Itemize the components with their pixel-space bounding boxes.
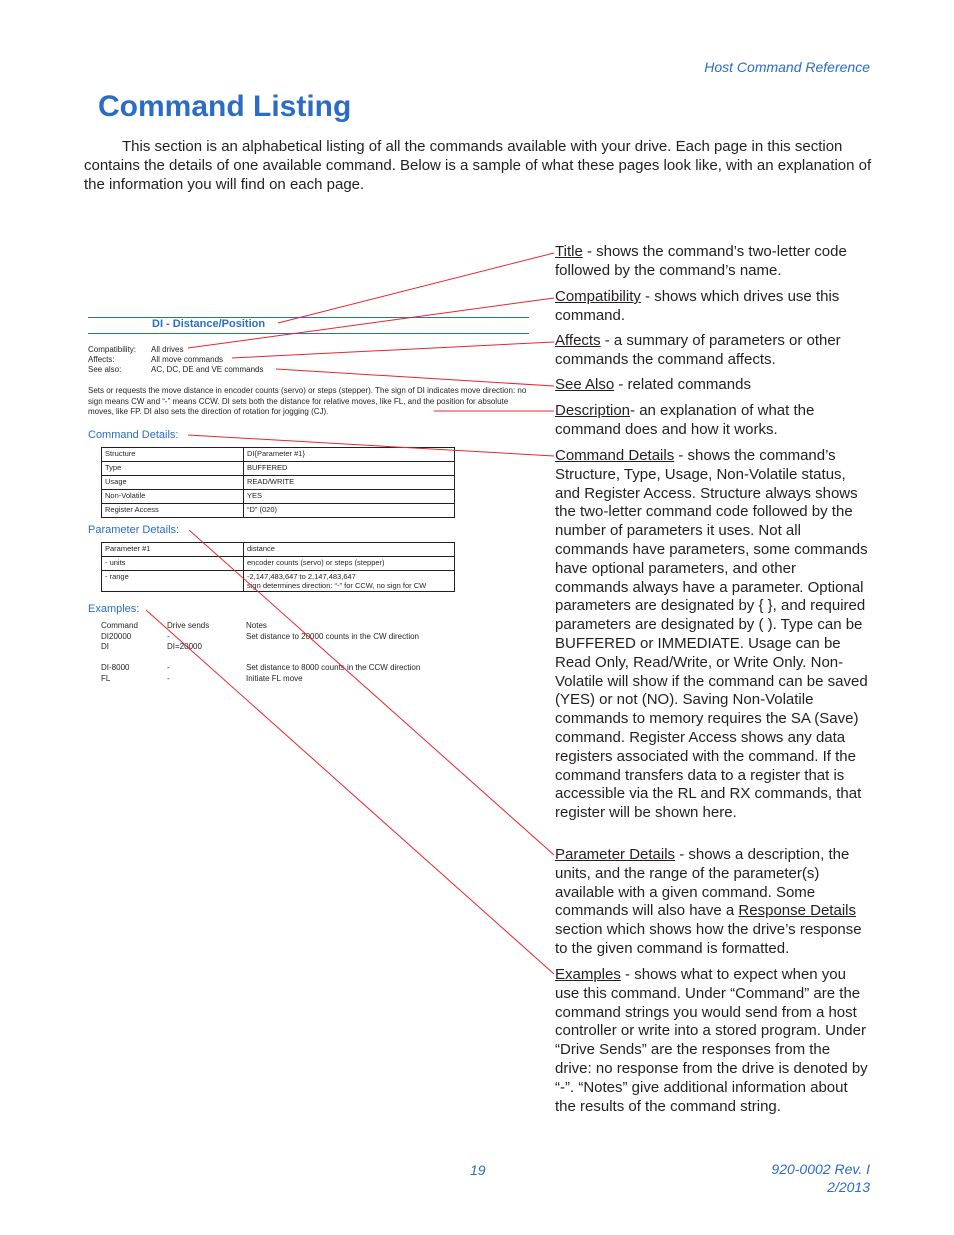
example-drive-sends: -: [167, 663, 170, 672]
callout-examples: Examples - shows what to expect when you use this command. Under “Command” are the command strings you would send from a host controller or write into a stored program. Under “Drive Sends” are the responses from the drive: no response from the drive is denoted by “-”. “Notes” give additional information about the results of the command string.: [555, 966, 868, 1115]
examples-col-drive-sends: Drive sends: [167, 621, 210, 630]
callout-affects: Affects - a summary of parameters or other commands the command affects.: [555, 332, 841, 368]
table-row: - range -2,147,483,647 to 2,147,483,647 sign determines direction: “-” for CCW, no sign for CW: [102, 571, 455, 592]
sample-meta-value-seealso: AC, DC, DE and VE commands: [151, 365, 264, 374]
sample-meta-label-compat: Compatibility:: [88, 345, 137, 354]
sample-examples-heading: Examples:: [88, 603, 140, 615]
running-header: Host Command Reference: [704, 59, 870, 75]
example-command: FL: [101, 674, 111, 683]
example-drive-sends: -: [167, 632, 170, 641]
sample-command-details-heading: Command Details:: [88, 429, 179, 441]
doc-rev: 920-0002 Rev. I: [771, 1161, 870, 1177]
sample-meta-label-affects: Affects:: [88, 355, 115, 364]
table-row: Type BUFFERED: [102, 462, 455, 476]
leader-title: [278, 253, 554, 323]
table-row: - units encoder counts (servo) or steps (stepper): [102, 557, 455, 571]
table-row: Non-Volatile YES: [102, 490, 455, 504]
leader-compatibility: [188, 298, 554, 348]
examples-col-notes: Notes: [246, 621, 267, 630]
intro-paragraph: This section is an alphabetical listing of all the commands available with your drive. Each page in this section contains the details of one available command. Below is a sample of what these pages look like, with an explanation of the information you will find on each page.: [84, 138, 872, 193]
leader-parameter-details: [189, 530, 554, 855]
leader-see-also: [276, 369, 554, 386]
callout-compatibility: Compatibility - shows which drives use this command.: [555, 288, 840, 324]
sample-meta-value-compat: All drives: [151, 345, 184, 354]
table-row: Usage READ/WRITE: [102, 476, 455, 490]
example-command: DI20000: [101, 632, 132, 641]
sample-description: Sets or requests the move distance in encoder counts (servo) or steps (stepper). The sign of DI indicates move direction: no sign means CW and “-” means CCW. DI sets both the distance for relative moves, like FL, and the position for absolute moves, like FP. DI also sets the direction of rotation for jogging (CJ).: [88, 386, 527, 416]
example-drive-sends: -: [167, 674, 170, 683]
example-notes: Initiate FL move: [246, 674, 303, 683]
sample-meta-label-seealso: See also:: [88, 365, 122, 374]
doc-date: 2/2013: [827, 1179, 870, 1195]
sample-command-title: DI - Distance/Position: [152, 318, 266, 330]
example-command: DI: [101, 642, 109, 651]
sample-meta-value-affects: All move commands: [151, 355, 224, 364]
leader-affects: [232, 342, 554, 358]
table-row: Register Access “D” (020): [102, 504, 455, 518]
callout-command-details: Command Details - shows the command’s Structure, Type, Usage, Non-Volatile status, and Register Access. Structure always shows the two-letter command code followed by the number of parameters it uses. Not all commands have parameters, some commands have optional parameters, and other commands always have a parameter. Optional parameters are designated by { }, and required parameters are designated by ( ). Type can be BUFFERED or IMMEDIATE. Usage can be Read Only, Read/Write, or Write Only. Non-Volatile will show if the command can be saved (YES) or not (NO). Saving Non-Volatile commands to memory requires the SA (Save) command. Register Access shows any data registers associated with the command. If the command transfers data to a register that is accessible via the RL and RX commands, that register will be shown here.: [555, 447, 868, 822]
example-notes: Set distance to 20000 counts in the CW direction: [246, 632, 419, 641]
callout-description: Description- an explanation of what the command does and how it works.: [555, 402, 815, 438]
examples-col-command: Command: [101, 621, 138, 630]
table-row: Structure DI{Parameter #1}: [102, 448, 455, 462]
document-revision: [771, 1160, 870, 1196]
page-number: 19: [470, 1162, 486, 1178]
callout-parameter-details: Parameter Details - shows a description, the units, and the range of the parameter(s) available with a given command. Some commands will also have a Response Details section which shows how the drive’s response to the given command is formatted.: [555, 846, 862, 957]
leader-examples: [146, 610, 554, 974]
callout-title: Title - shows the command’s two-letter code followed by the command’s name.: [555, 243, 847, 279]
callout-see-also: See Also - related commands: [555, 376, 751, 393]
table-row: Parameter #1 distance: [102, 543, 455, 557]
page-title: Command Listing: [98, 90, 352, 123]
sample-parameter-details-heading: Parameter Details:: [88, 524, 180, 536]
example-notes: Set distance to 8000 counts in the CCW direction: [246, 663, 421, 672]
leader-command-details: [188, 435, 554, 456]
example-command: DI-8000: [101, 663, 130, 672]
example-drive-sends: DI=20000: [167, 642, 202, 651]
